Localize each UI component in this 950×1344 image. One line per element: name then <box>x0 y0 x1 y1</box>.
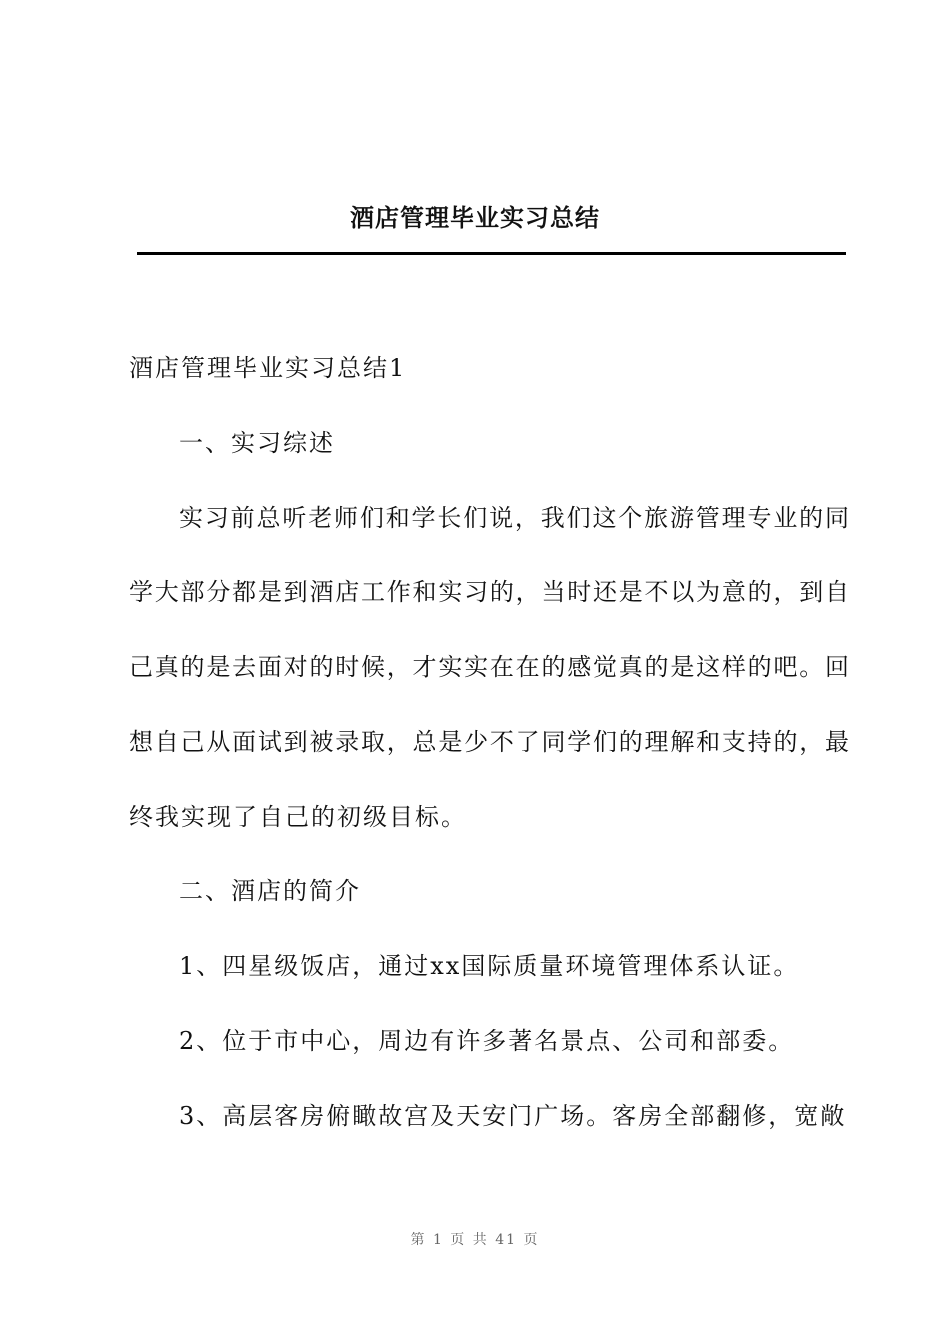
subheading: 二、酒店的简介 <box>179 877 361 905</box>
subheading: 一、实习综述 <box>179 429 335 457</box>
title-underline <box>137 252 846 255</box>
document-title: 酒店管理毕业实习总结 <box>350 203 600 232</box>
paragraph-line: 己真的是去面对的时候，才实实在在的感觉真的是这样的吧。回 <box>129 653 849 681</box>
paragraph-line: 想自己从面试到被录取，总是少不了同学们的理解和支持的，最 <box>129 728 849 756</box>
paragraph-line: 实习前总听老师们和学长们说，我们这个旅游管理专业的同 <box>179 504 849 532</box>
list-item: 3、高层客房俯瞰故宫及天安门广场。客房全部翻修，宽敞 <box>179 1102 847 1130</box>
list-item: 2、位于市中心，周边有许多著名景点、公司和部委。 <box>179 1027 795 1055</box>
page-footer: 第 1 页 共 41 页 <box>410 1232 540 1248</box>
list-item: 1、四星级饭店，通过xx国际质量环境管理体系认证。 <box>179 952 800 980</box>
paragraph-line: 终我实现了自己的初级目标。 <box>129 803 467 831</box>
section-heading: 酒店管理毕业实习总结1 <box>129 354 407 382</box>
paragraph-line: 学大部分都是到酒店工作和实习的，当时还是不以为意的，到自 <box>129 578 849 606</box>
